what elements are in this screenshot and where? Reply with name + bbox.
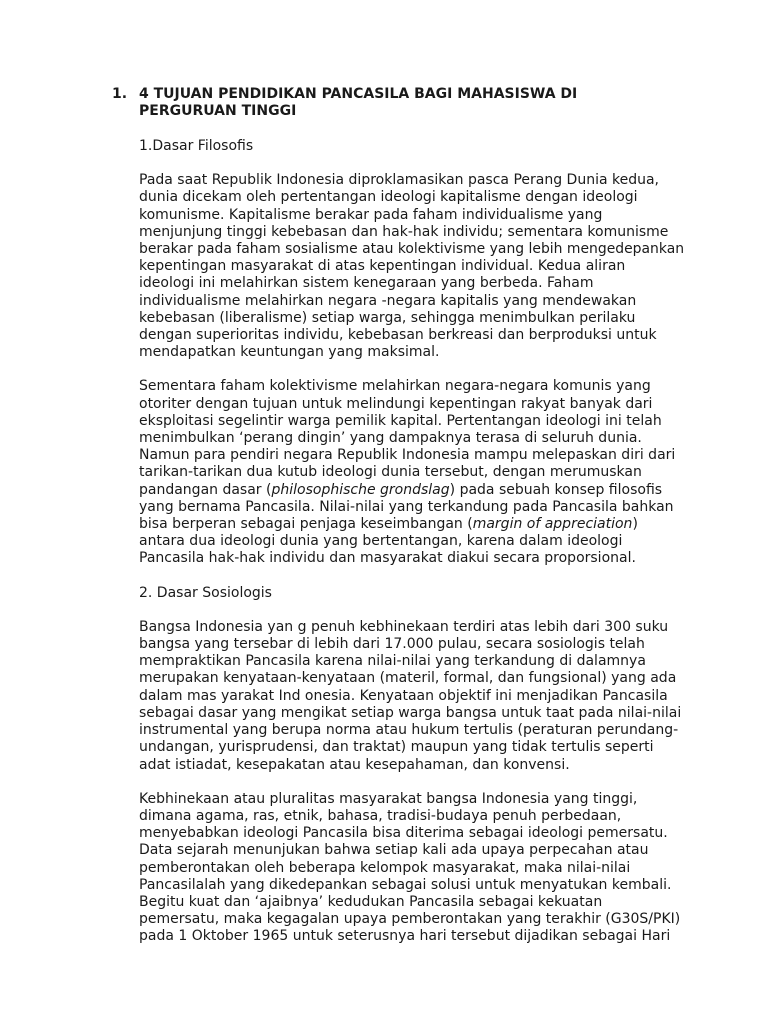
- text-line: Pada saat Republik Indonesia diproklamasikan pasca Perang Dunia kedua,: [139, 172, 660, 189]
- text-line: adat istiadat, kesepakatan atau kesepahaman, dan konvensi.: [139, 756, 570, 773]
- heading-number: 1.: [112, 86, 128, 102]
- text-line: tarikan-tarikan dua kutub ideologi dunia tersebut, dengan merumuskan: [139, 464, 642, 481]
- italic-term: margin of appreciation: [472, 516, 633, 533]
- text-line: Begitu kuat dan ‘ajaibnya’ kedudukan Pancasila sebagai kekuatan: [139, 893, 603, 910]
- text-line: komunisme. Kapitalisme berakar pada faham individualisme yang: [139, 206, 603, 223]
- text-segment: bisa berperan sebagai penjaga keseimbangan (: [139, 516, 473, 533]
- text-line: dimana agama, ras, etnik, bahasa, tradisi-budaya penuh perbedaan,: [139, 807, 622, 824]
- text-line: otoriter dengan tujuan untuk melindungi kepentingan rakyat banyak dari: [139, 395, 653, 412]
- text-line: Sementara faham kolektivisme melahirkan negara-negara komunis yang: [139, 378, 651, 395]
- text-line: pada 1 Oktober 1965 untuk seterusnya hari tersebut dijadikan sebagai Hari: [139, 928, 671, 945]
- text-line: mempraktikan Pancasila karena nilai-nilai yang terkandung di dalamnya: [139, 653, 646, 670]
- text-line: kepentingan masyarakat di atas kepentingan individual. Kedua aliran: [139, 258, 626, 275]
- document-body: [139, 138, 685, 963]
- text-line: undangan, yurisprudensi, dan traktat) maupun yang tidak tertulis seperti: [139, 739, 654, 756]
- text-line: antara dua ideologi dunia yang bertentangan, karena dalam ideologi: [139, 533, 623, 550]
- text-line: Pancasila hak-hak individu dan masyarakat diakui secara proporsional.: [139, 550, 636, 567]
- text-line: Namun para pendiri negara Republik Indonesia mampu melepaskan diri dari: [139, 447, 676, 464]
- text-line: mendapatkan keuntungan yang maksimal.: [139, 344, 440, 361]
- heading-title: 4 TUJUAN PENDIDIKAN PANCASILA BAGI MAHASISWA DI PERGURUAN TINGGI: [139, 86, 578, 119]
- section1-paragraph2: [139, 378, 679, 567]
- text-line: Kebhinekaan atau pluralitas masyarakat bangsa Indonesia yang tinggi,: [139, 790, 638, 807]
- text-line: sebagai dasar yang mengikat setiap warga bangsa untuk taat pada nilai-nilai: [139, 704, 682, 721]
- text-line: ideologi ini melahirkan sistem kenegaraan yang berbeda. Faham: [139, 275, 594, 292]
- text-line: menimbulkan ‘perang dingin’ yang dampaknya terasa di seluruh dunia.: [139, 430, 642, 447]
- text-line: Pancasilalah yang dikedepankan sebagai solusi untuk menyatukan kembali.: [139, 876, 672, 893]
- text-line: pemberontakan oleh beberapa kelompok masyarakat, maka nilai-nilai: [139, 859, 631, 876]
- text-line: pemersatu, maka kegagalan upaya pemberontakan yang terakhir (G30S/PKI): [139, 911, 681, 928]
- section2-paragraph1: [139, 618, 682, 774]
- text-line: merupakan kenyataan-kenyataan (materil, formal, dan fungsional) yang ada: [139, 670, 677, 687]
- text-segment: ) pada sebuah konsep filosofis: [449, 481, 663, 498]
- text-segment: pandangan dasar (: [139, 481, 272, 498]
- text-line: eksploitasi segelintir warga pemilik kapital. Pertentangan ideologi ini telah: [139, 412, 662, 429]
- text-line: menyebabkan ideologi Pancasila bisa diterima sebagai ideologi pemersatu.: [139, 825, 668, 842]
- text-line: instrumental yang berupa norma atau hukum tertulis (peraturan perundang-: [139, 722, 679, 739]
- text-line: dalam mas yarakat Ind onesia. Kenyataan objektif ini menjadikan Pancasila: [139, 687, 668, 704]
- section1-paragraph1: [139, 172, 685, 361]
- text-line: yang bernama Pancasila. Nilai-nilai yang terkandung pada Pancasila bahkan: [139, 498, 674, 515]
- text-line: individualisme melahirkan negara -negara kapitalis yang mendewakan: [139, 292, 637, 309]
- text-line: berakar pada faham sosialisme atau kolektivisme yang lebih mengedepankan: [139, 241, 685, 258]
- italic-term: philosophische grondslag: [271, 481, 450, 498]
- heading: [112, 86, 672, 120]
- text-line: kebebasan (liberalisme) setiap warga, sehingga menimbulkan perilaku: [139, 309, 636, 326]
- text-line: bangsa yang tersebar di lebih dari 17.000 pulau, secara sosiologis telah: [139, 636, 645, 653]
- text-line: menjunjung tinggi kebebasan dan hak-hak individu; sementara komunisme: [139, 223, 669, 240]
- section2-title: 2. Dasar Sosiologis: [139, 584, 272, 601]
- section2-paragraph2: [139, 791, 679, 946]
- text-line: dengan superioritas individu, kebebasan berkreasi dan berproduksi untuk: [139, 327, 657, 344]
- text-line: [139, 482, 679, 499]
- section1-title: 1.Dasar Filosofis: [139, 138, 254, 154]
- text-line: Data sejarah menunjukan bahwa setiap kali ada upaya perpecahan atau: [139, 842, 649, 859]
- text-line: dunia dicekam oleh pertentangan ideologi kapitalisme dengan ideologi: [139, 189, 638, 206]
- text-line: [139, 516, 679, 533]
- text-segment: ): [632, 516, 638, 533]
- text-line: Bangsa Indonesia yan g penuh kebhinekaan terdiri atas lebih dari 300 suku: [139, 618, 669, 635]
